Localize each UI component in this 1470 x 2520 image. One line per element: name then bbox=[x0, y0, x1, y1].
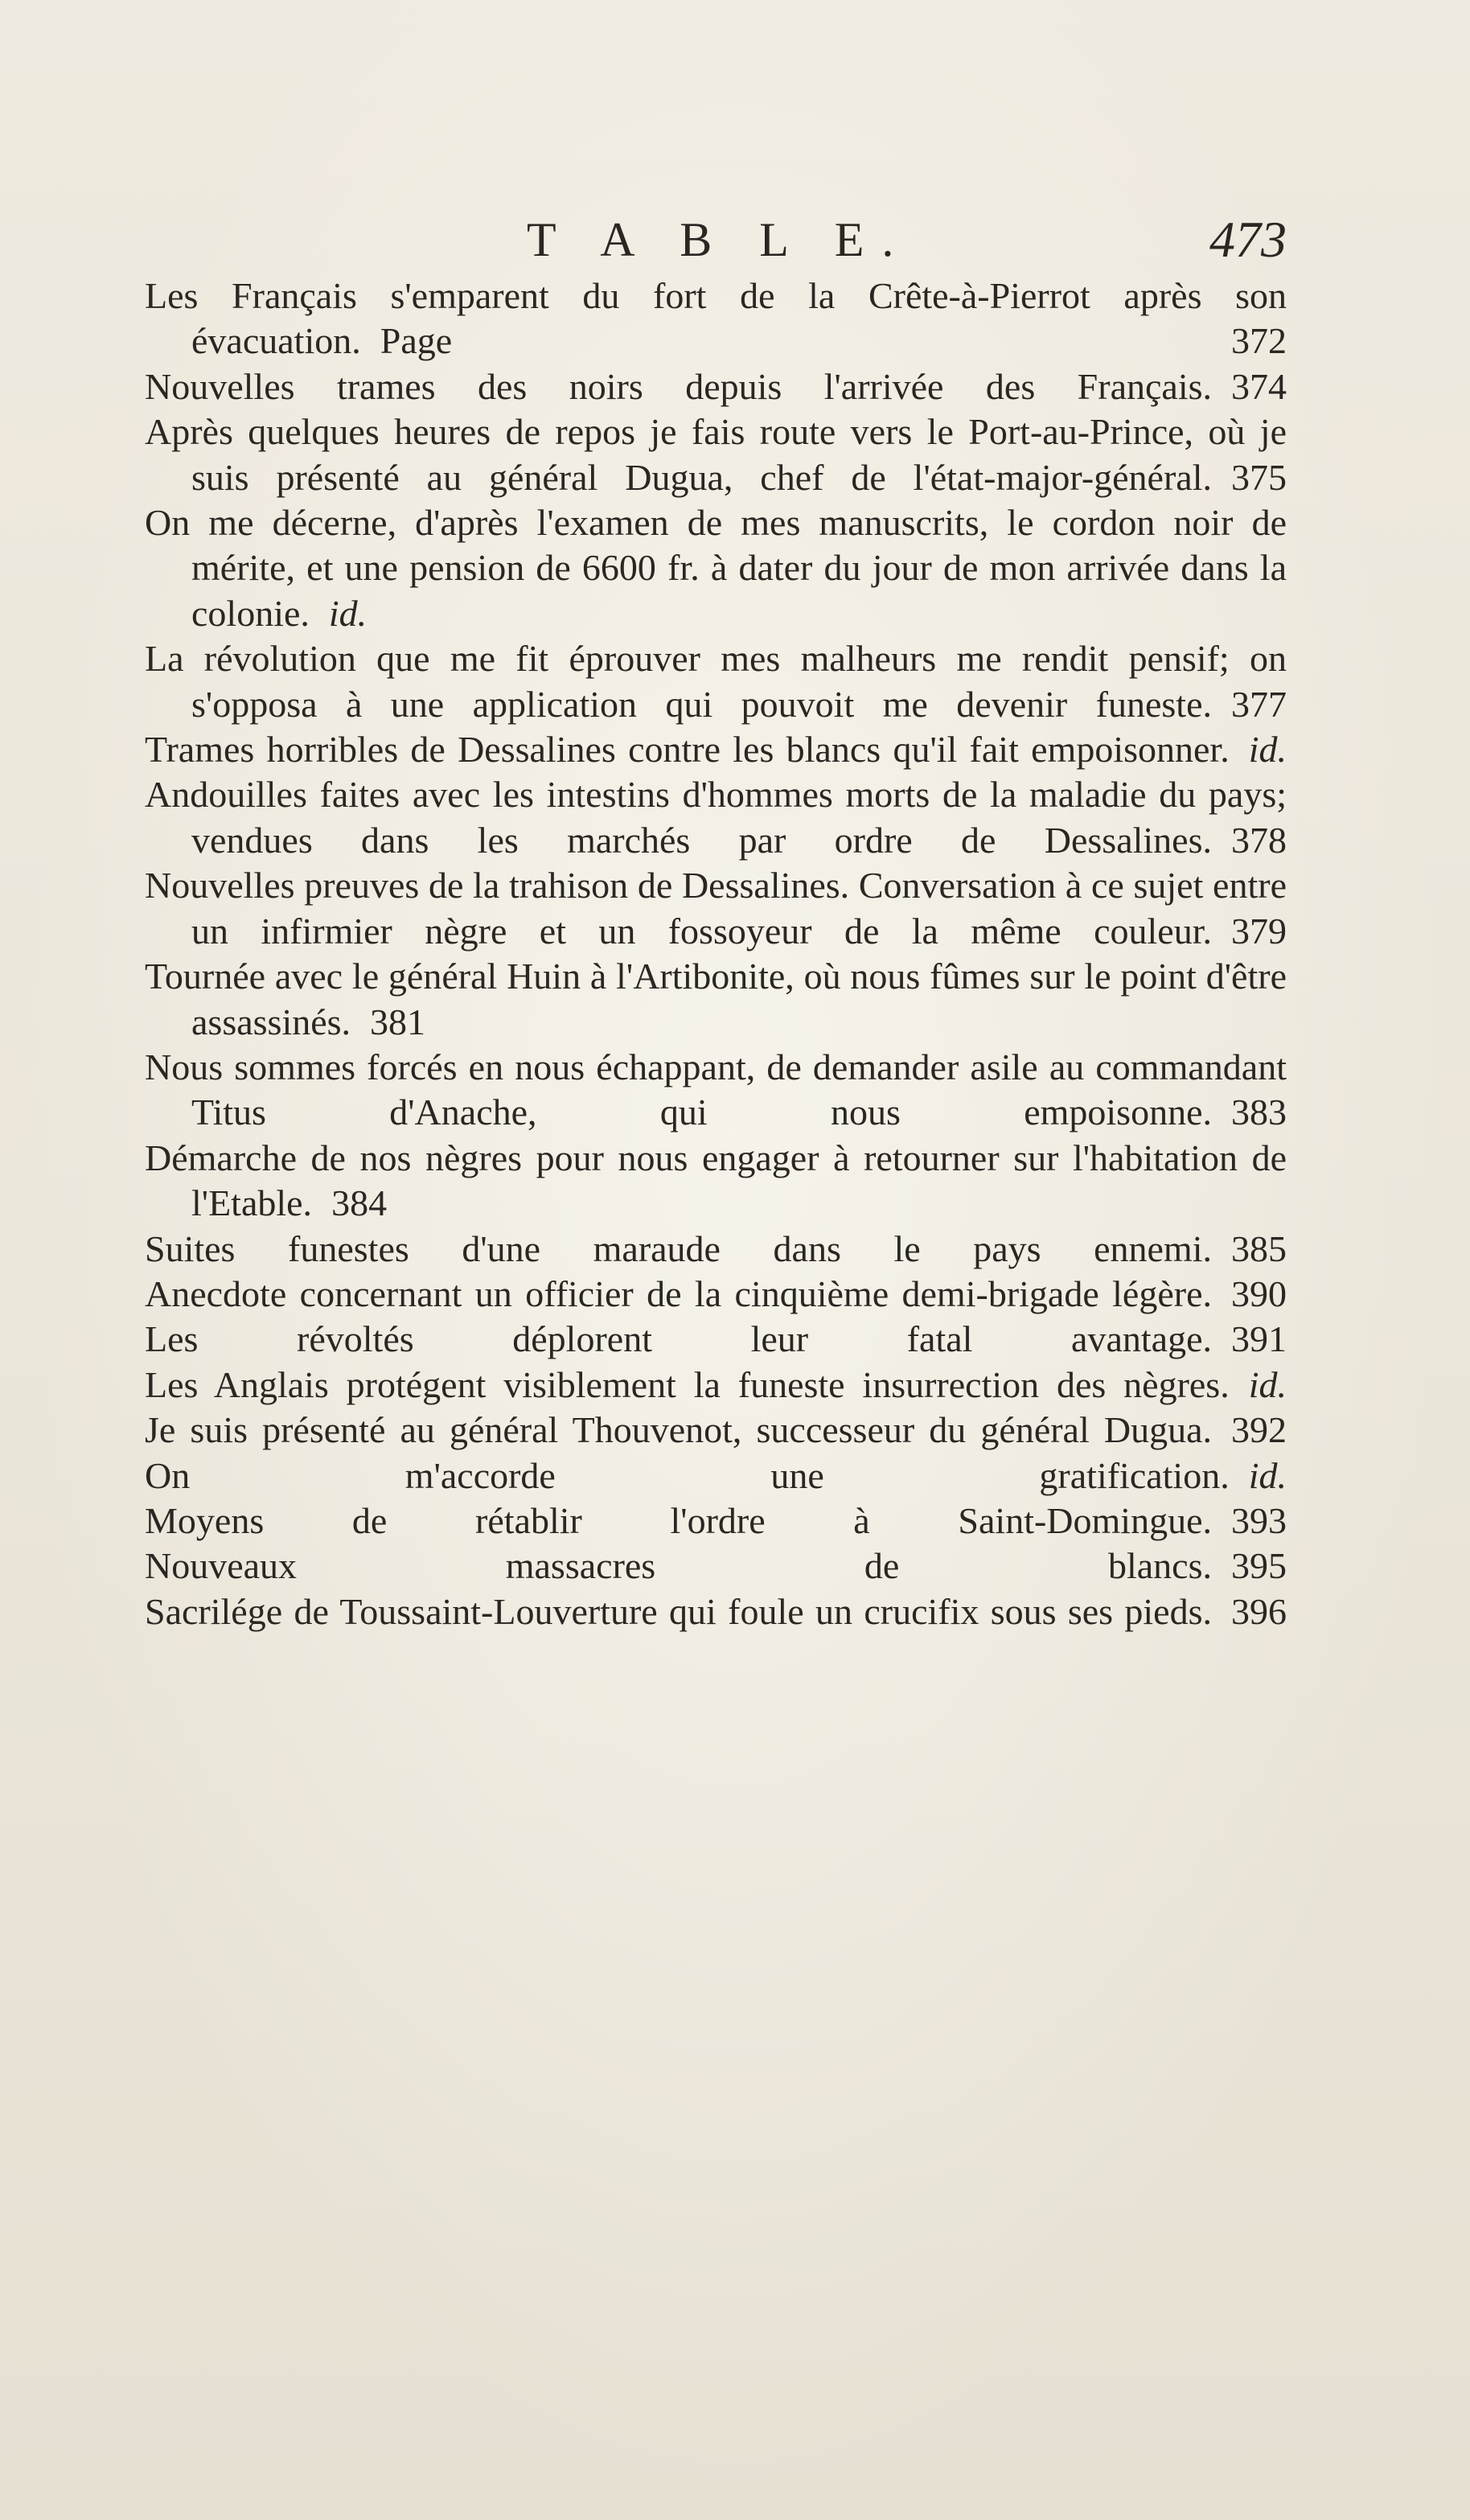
toc-entry-page: 377 bbox=[1231, 683, 1287, 725]
toc-entry-page: id. bbox=[1248, 1454, 1287, 1496]
toc-entry-text: Sacrilége de Toussaint-Louverture qui foule un crucifix sous ses pieds. bbox=[145, 1590, 1212, 1632]
toc-entry bbox=[145, 409, 1287, 500]
toc-entry-page: id. bbox=[328, 592, 368, 634]
toc-entry-text: On me décerne, d'après l'examen de mes manuscrits, le cordon noir de mérite, et une pension de 6600 fr. à dater du jour de mon arrivée dans la colonie. bbox=[145, 502, 1287, 634]
toc-entry bbox=[145, 1544, 1287, 1589]
toc-entry-text: Andouilles faites avec les intestins d'hommes morts de la maladie du pays; vendues dans les marchés par ordre de Dessalines. bbox=[145, 774, 1287, 861]
toc-entry bbox=[145, 1363, 1287, 1408]
toc-entry-text: Démarche de nos nègres pour nous engager à retourner sur l'habitation de l'Etable. bbox=[145, 1137, 1287, 1224]
toc-entry-page: 375 bbox=[1231, 456, 1287, 498]
table-of-contents bbox=[145, 273, 1287, 1634]
page-number: 473 bbox=[1209, 211, 1287, 268]
toc-entry bbox=[145, 772, 1287, 863]
toc-entry-page: 381 bbox=[370, 1001, 426, 1042]
toc-entry-page: 374 bbox=[1231, 365, 1287, 407]
toc-entry bbox=[145, 1045, 1287, 1136]
toc-entry-page: 396 bbox=[1231, 1590, 1287, 1632]
toc-entry-text: Les Français s'emparent du fort de la Crête-à-Pierrot après son évacuation. bbox=[145, 275, 1287, 362]
toc-entry-page: id. bbox=[1248, 729, 1287, 771]
toc-entry-text: Nouvelles trames des noirs depuis l'arrivée des Français. bbox=[145, 365, 1212, 407]
toc-entry bbox=[145, 863, 1287, 954]
running-head bbox=[145, 208, 1287, 272]
toc-entry-page: 391 bbox=[1231, 1318, 1287, 1360]
toc-entry bbox=[145, 1589, 1287, 1634]
toc-entry bbox=[145, 1227, 1287, 1272]
toc-entry-text: Nouveaux massacres de blancs. bbox=[145, 1545, 1212, 1587]
toc-entry bbox=[145, 1498, 1287, 1544]
toc-entry-page: 379 bbox=[1231, 910, 1287, 952]
toc-entry-page: Page 372 bbox=[380, 320, 1287, 362]
toc-entry bbox=[145, 1317, 1287, 1362]
toc-entry-text: Suites funestes d'une maraude dans le pays ennemi. bbox=[145, 1227, 1212, 1269]
toc-entry-text: Les Anglais protégent visiblement la funeste insurrection des nègres. bbox=[145, 1363, 1230, 1405]
toc-entry-page: 390 bbox=[1231, 1272, 1287, 1314]
toc-entry-text: La révolution que me fit éprouver mes malheurs me rendit pensif; on s'opposa à une application qui pouvoit me devenir funeste. bbox=[145, 638, 1287, 725]
toc-entry-text: Après quelques heures de repos je fais route vers le Port-au-Prince, où je suis présenté au général Dugua, chef de l'état-major-général. bbox=[145, 411, 1287, 498]
toc-entry-text: Anecdote concernant un officier de la cinquième demi-brigade légère. bbox=[145, 1272, 1212, 1314]
toc-entry-page: id. bbox=[1248, 1363, 1287, 1405]
toc-entry-text: Nous sommes forcés en nous échappant, de demander asile au commandant Titus d'Anache, qui nous empoisonne. bbox=[145, 1046, 1287, 1133]
toc-entry-page: 383 bbox=[1231, 1091, 1287, 1133]
toc-entry bbox=[145, 636, 1287, 727]
toc-entry bbox=[145, 954, 1287, 1045]
toc-entry-page: 392 bbox=[1231, 1409, 1287, 1451]
toc-entry bbox=[145, 1453, 1287, 1498]
toc-entry bbox=[145, 1272, 1287, 1317]
toc-entry-page: 384 bbox=[331, 1182, 388, 1224]
toc-entry bbox=[145, 727, 1287, 772]
toc-entry-page: 385 bbox=[1231, 1227, 1287, 1269]
toc-entry-text: Tournée avec le général Huin à l'Artibonite, où nous fûmes sur le point d'être assassinés. bbox=[145, 956, 1287, 1042]
toc-entry bbox=[145, 1408, 1287, 1453]
toc-entry-page: 395 bbox=[1231, 1545, 1287, 1587]
toc-entry-text: Moyens de rétablir l'ordre à Saint-Domingue. bbox=[145, 1499, 1212, 1541]
toc-entry bbox=[145, 364, 1287, 409]
toc-entry-text: On m'accorde une gratification. bbox=[145, 1454, 1230, 1496]
toc-entry bbox=[145, 273, 1287, 364]
toc-entry-text: Trames horribles de Dessalines contre les blancs qu'il fait empoisonner. bbox=[145, 729, 1230, 771]
toc-entry-page: 378 bbox=[1231, 819, 1287, 861]
toc-entry bbox=[145, 500, 1287, 636]
toc-entry-page: 393 bbox=[1231, 1499, 1287, 1541]
toc-entry-text: Nouvelles preuves de la trahison de Dessalines. Conversation à ce sujet entre un infirmier nègre et un fossoyeur de la même couleur. bbox=[145, 865, 1287, 952]
running-title: T A B L E. bbox=[527, 213, 912, 266]
toc-entry-text: Je suis présenté au général Thouvenot, successeur du général Dugua. bbox=[145, 1409, 1212, 1451]
toc-entry-text: Les révoltés déplorent leur fatal avantage. bbox=[145, 1318, 1212, 1360]
toc-entry bbox=[145, 1136, 1287, 1227]
